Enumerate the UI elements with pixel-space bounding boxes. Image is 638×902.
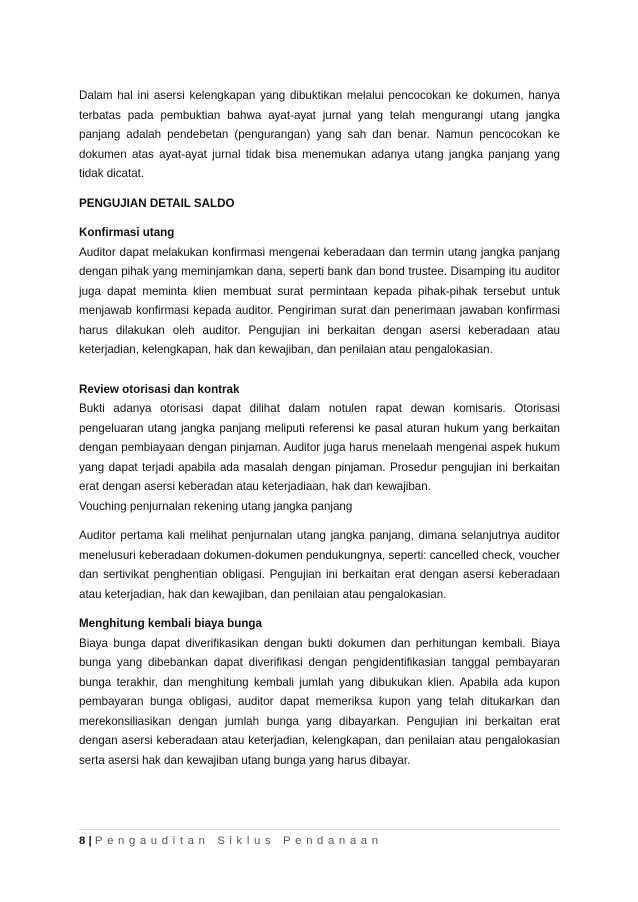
vouching-paragraph: Auditor pertama kali melihat penjurnalan utang jangka panjang, dimana selanjutnya auditor menelusuri keberadaan dokumen-dokumen pendukungnya, seperti: cancelled check, voucher dan sertivikat penghentian obligasi. Pengujian ini berkaitan erat dengan asersi keberadaan atau keterjadian, hak dan kewajiban, dan penilaian atau pengalokasian.	[79, 529, 560, 601]
intro-paragraph: Dalam hal ini asersi kelengkapan yang dibuktikan melalui pencocokan ke dokumen, hanya terbatas pada pembuktian bahwa ayat-ayat jurnal yang telah mengurangi utang jangka panjang adalah pendebetan (pengurangan) yang sah dan benar. Namun pencocokan ke dokumen atas ayat-ayat jurnal tidak bisa menemukan adanya utang jangka panjang yang tidak dicatat.	[79, 89, 560, 180]
footer-separator: |	[88, 835, 92, 847]
section-heading: PENGUJIAN DETAIL SALDO	[79, 196, 235, 210]
page-number: 8	[79, 835, 86, 847]
konfirmasi-paragraph: Auditor dapat melakukan konfirmasi mengenai keberadaan dan termin utang jangka panjang dengan pihak yang meminjamkan dana, seperti bank dan bond trustee. Disamping itu auditor juga dapat meminta klien membuat surat permintaan kepada pihak-pihak tersebut untuk menjawab konfirmasi kepada auditor. Pengiriman surat dan penerimaan jawaban konfirmasi harus dilakukan oleh auditor. Pengujian ini berkaitan dengan asersi keberadaan atau keterjadian, kelengkapan, hak dan kewajiban, dan penilaian atau pengalokasian.	[79, 245, 560, 356]
vouching-line: Vouching penjurnalan rekening utang jangka panjang	[79, 499, 353, 513]
footer-divider	[79, 829, 560, 830]
bunga-heading: Menghitung kembali biaya bunga	[79, 617, 262, 630]
bunga-paragraph: Biaya bunga dapat diverifikasikan dengan bukti dokumen dan perhitungan kembali. Biaya bunga yang dibebankan dapat diverifikasi dengan pengidentifikasian tanggal pembayaran bunga terakhir, dan menghitung kembali jumlah yang dibukukan klien. Apabila ada kupon pembayaran bunga obligasi, auditor dapat memeriksa kupon yang telah ditukarkan dan merekonsiliasikan dengan jumlah bunga yang dibayarkan. Pengujian ini berkaitan erat dengan asersi keberadaan atau keterjadian, kelengkapan, dan penilaian atau pengalokasian serta asersi hak dan kewajiban utang bunga yang harus dibayar.	[79, 636, 560, 767]
review-heading: Review otorisasi dan kontrak	[79, 382, 240, 396]
page-content	[79, 86, 560, 770]
konfirmasi-heading: Konfirmasi utang	[79, 226, 175, 239]
review-paragraph: Bukti adanya otorisasi dapat dilihat dalam notulen rapat dewan komisaris. Otorisasi pengeluaran utang jangka panjang meliputi referensi ke pasal aturan hukum yang berkaitan dengan pembiayaan dengan pinjaman. Auditor juga harus menelaah mengenai aspek hukum yang dapat terjadi apabila ada masalah dengan pinjaman. Prosedur pengujian ini berkaitan erat dengan asersi keberadan atau keterjadiaan, hak dan kewajiban.	[79, 402, 560, 493]
footer-title: Pengauditan Siklus Pendanaan	[94, 835, 383, 847]
page-footer	[79, 833, 383, 849]
